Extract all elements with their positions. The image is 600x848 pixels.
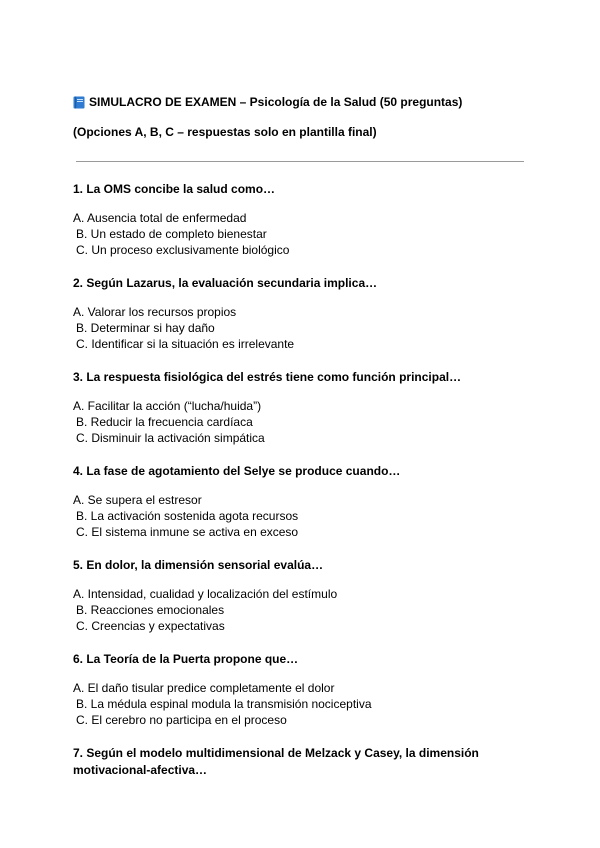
question-text: 3. La respuesta fisiológica del estrés tiene como función principal… [73,370,462,384]
option-b: B. Reacciones emocionales [76,603,225,617]
option-b: B. La activación sostenida agota recursos [76,509,299,523]
exam-subtitle: (Opciones A, B, C – respuestas solo en plantilla final) [73,125,377,139]
question-text: 7. Según el modelo multidimensional de Melzack y Casey, la dimensión motivacional-afectiva… [73,746,479,777]
question-text: 5. En dolor, la dimensión sensorial evalúa… [73,558,324,572]
option-a: A. Ausencia total de enfermedad [73,211,247,225]
option-c: C. Creencias y expectativas [76,619,225,633]
option-a: A. Facilitar la acción (“lucha/huida”) [73,399,262,413]
question-list [73,181,533,796]
question-5 [73,557,533,634]
question-text: 1. La OMS concibe la salud como… [73,182,276,196]
question-text: 2. Según Lazarus, la evaluación secundaria implica… [73,276,378,290]
blue-book-icon [73,96,85,109]
option-b: B. Determinar si hay daño [76,321,215,335]
option-a: A. Intensidad, cualidad y localización del estímulo [73,587,338,601]
horizontal-divider [76,161,524,162]
exam-title-text: SIMULACRO DE EXAMEN – Psicología de la Salud (50 preguntas) [89,95,463,109]
option-a: A. Se supera el estresor [73,493,202,507]
question-text: 4. La fase de agotamiento del Selye se produce cuando… [73,464,401,478]
question-4 [73,463,533,540]
question-3 [73,369,533,446]
option-a: A. Valorar los recursos propios [73,305,237,319]
question-text: 6. La Teoría de la Puerta propone que… [73,652,299,666]
option-b: B. La médula espinal modula la transmisión nociceptiva [76,697,372,711]
question-2 [73,275,533,352]
exam-title [73,95,462,109]
option-b: B. Un estado de completo bienestar [76,227,267,241]
question-6 [73,651,533,728]
question-7 [73,745,533,779]
option-c: C. El cerebro no participa en el proceso [76,713,287,727]
option-c: C. Identificar si la situación es irrelevante [76,337,295,351]
option-a: A. El daño tisular predice completamente el dolor [73,681,335,695]
option-c: C. Disminuir la activación simpática [76,431,265,445]
option-b: B. Reducir la frecuencia cardíaca [76,415,253,429]
option-c: C. El sistema inmune se activa en exceso [76,525,299,539]
question-1 [73,181,533,258]
option-c: C. Un proceso exclusivamente biológico [76,243,290,257]
